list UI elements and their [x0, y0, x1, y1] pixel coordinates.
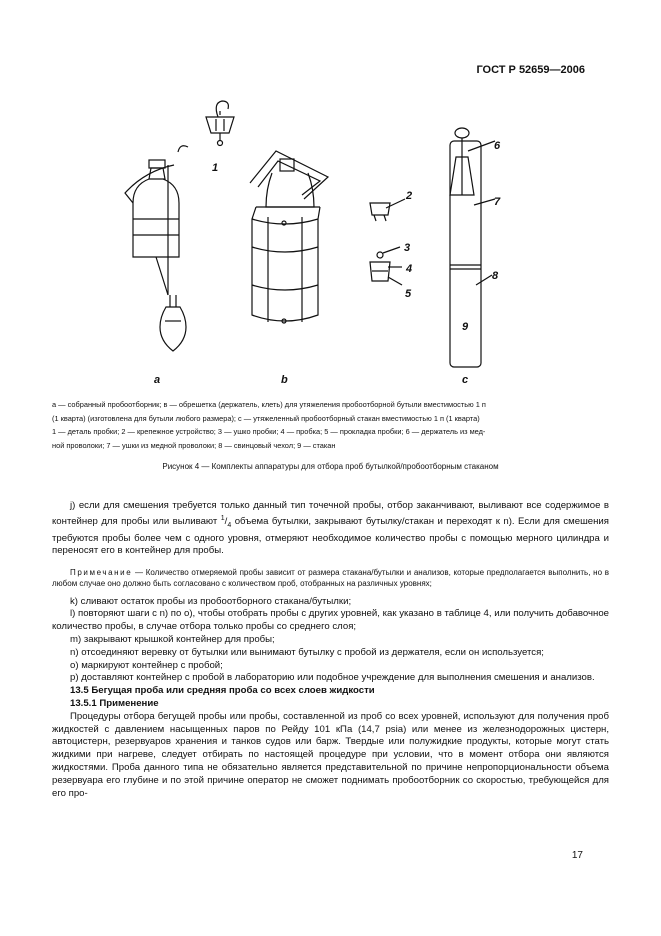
figure-4-illustration — [0, 95, 661, 395]
note-text: — Количество отмеряемой пробы зависит от размера стакана/бутылки и анализов, которые предполагается выполнить, но в любом случае оно должно быть согласовано с количеством проб, отобранных на различных уровнях; — [52, 568, 609, 589]
paragraph-l: l) повторяют шаги с n) по o), чтобы отобрать пробы с других уровней, как указано в таблице 4, или получить добавочное количество пробы, в случае отбора только пробы со среднего слоя; — [52, 608, 609, 633]
figure-label-c: c — [462, 374, 469, 386]
figure-label-b: b — [281, 374, 288, 386]
fraction-numerator: 1 — [220, 514, 225, 522]
cage-holder-graphic — [250, 151, 328, 323]
legend-line: a — собранный пробоотборник; в — обрешетка (держатель, клеть) для утяжеления пробоотборной бутыли вместимостью 1 п — [52, 400, 486, 409]
section-heading-13-5-1: 13.5.1 Применение — [70, 698, 159, 710]
note — [52, 567, 609, 589]
note-label: Примечание — [70, 568, 133, 578]
paragraph-p: p) доставляют контейнер с пробой в лабораторию или подобное учреждение для выполнения смешения и анализов. — [70, 672, 595, 684]
figure-label-a: a — [154, 374, 161, 386]
figure-label-2: 2 — [406, 190, 413, 202]
bottle-sampler-graphic — [125, 146, 188, 351]
legend-line: ной проволоки; 7 — ушки из медной проволоки; 8 — свинцовый чехол; 9 — стакан — [52, 440, 336, 450]
figure-label-3: 3 — [404, 242, 411, 254]
figure-label-7: 7 — [494, 196, 501, 208]
figure-label-8: 8 — [492, 270, 499, 282]
figure-label-6: 6 — [494, 140, 501, 152]
section-heading-13-5: 13.5 Бегущая проба или средняя проба со всех слоев жидкости — [70, 685, 375, 697]
paragraph-application: Процедуры отбора бегущей пробы или пробы, составленной из проб со всех уровней, используют для получения проб жидкостей с давлением насыщенных паров по Рейду 101 кПа (14,7 psia) или менее из железнодорожных цистерн, автоцистерн, резервуаров хранения и танков судов или барж. Твердые или полужидкие продукты, которые могут стать жидкими при нагреве, следует отбирать по настоящей процедуре при условии, что в момент отбора они являются жидкостями. Проба данного типа не обязательно является представительной по причине непропорциональности объема резервуара его глубине и по этой причине оператор не сможет поднимать пробоотборник со скоростью, требующейся для его про- — [52, 710, 609, 799]
figure-label-9: 9 — [462, 321, 469, 333]
paragraph-n: n) отсоединяют веревку от бутылки или вынимают бутылку с пробой из держателя, если он используется; — [70, 646, 544, 658]
paragraph-o: o) маркируют контейнер с пробой; — [70, 659, 223, 671]
paragraph-m: m) закрывают крышкой контейнер для пробы; — [70, 634, 275, 646]
paragraph-j: j) если для смешения требуется только данный тип точечной пробы, отбор заканчивают, выливают все содержимое в контейнер для пробы или выливают $^1/_4$ объема бутылки, закрывают бутылку/стакан и переходят к n). Если для смешения требуются пробы более чем с одного уровня, отмеряют необходимое количество пробы с помощью мерного цилиндра и переносят его в контейнер для пробы. — [52, 500, 609, 557]
legend-line: (1 кварта) (изготовлена для бутыли любого размера); c — утяжеленный пробоотборный стакан вместимостью 1 п (1 кварта) — [52, 413, 480, 423]
paragraph-k: k) сливают остаток пробы из пробоотборного стакана/бутылки; — [70, 595, 352, 607]
fraction-denominator: 4 — [227, 521, 232, 529]
legend-line: 1 — деталь пробки; 2 — крепежное устройство; 3 — ушко пробки; 4 — пробка; 5 — прокладка пробки; 6 — держатель из мед- — [52, 427, 486, 436]
paragraph-j-start: j) если для смешения требуется только данный тип точечной пробы, отбор заканчивают, выливают все содержимое в контейнер для пробы или выливают — [52, 500, 609, 527]
body-text — [52, 500, 609, 800]
figure-label-4: 4 — [406, 263, 413, 275]
figure-label-5: 5 — [405, 288, 412, 300]
figure-label-1: 1 — [212, 162, 219, 174]
page-number: 17 — [571, 850, 583, 861]
weighted-beaker-graphic — [450, 128, 495, 367]
document-header: ГОСТ Р 52659—2006 — [476, 64, 585, 76]
figure-caption: Рисунок 4 — Комплекты аппаратуры для отбора проб бутылкой/пробоотборным стаканом — [162, 462, 499, 471]
sampling-apparatus-drawing — [0, 95, 661, 395]
figure-legend — [52, 398, 612, 452]
stopper-detail-graphic — [206, 101, 234, 146]
stopper-parts-graphic — [370, 199, 405, 285]
paragraph-j-end: объема бутылки, закрывают бутылку/стакан и переходят к n). Если для смешения требуются пробы более чем с одного уровня, отмеряют необходимое количество пробы с помощью мерного цилиндра и переносят его в контейнер для пробы. — [52, 515, 609, 557]
